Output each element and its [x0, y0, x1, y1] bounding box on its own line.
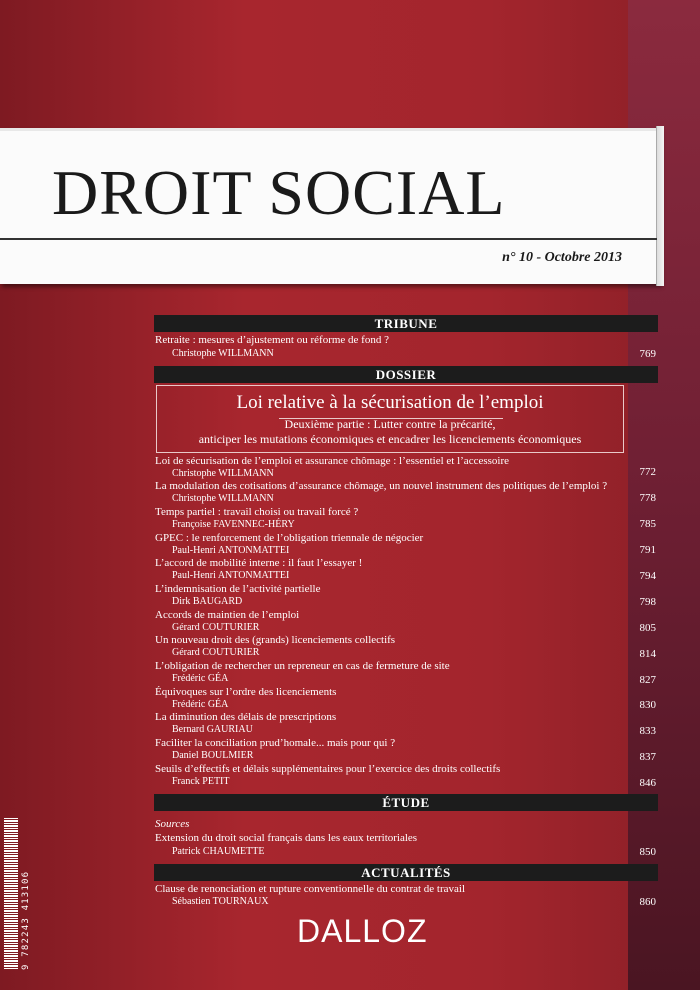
dossier-subtitle-line1: Deuxième partie : Lutter contre la précarité, — [284, 417, 496, 431]
toc-entry-page: 850 — [639, 846, 656, 858]
toc-entry-author: Frédéric GÉA — [172, 673, 229, 684]
toc-entry-page: 846 — [639, 777, 656, 789]
toc-entry-author: Françoise FAVENNEC-HÉRY — [172, 519, 295, 530]
toc-entry-author: Bernard GAURIAU — [172, 724, 253, 735]
toc-entry-author: Franck PETIT — [172, 776, 230, 787]
dossier-title: Loi relative à la sécurisation de l’emploi — [236, 392, 544, 413]
toc-entry-title[interactable]: Faciliter la conciliation prud’homale... mais pour qui ? — [155, 737, 396, 749]
section-heading-tribune: TRIBUNE — [154, 315, 658, 332]
dossier-subtitle-line2: anticiper les mutations économiques et encadrer les licenciements économiques — [198, 432, 582, 446]
toc-entry-title[interactable]: L’obligation de rechercher un repreneur en cas de fermeture de site — [155, 660, 450, 672]
toc-entry-page: 837 — [639, 751, 656, 763]
toc-entry-title[interactable]: Accords de maintien de l’emploi — [155, 609, 300, 621]
toc-entry-title[interactable]: L’accord de mobilité interne : il faut l’essayer ! — [155, 557, 363, 569]
toc-entry-author: Christophe WILLMANN — [172, 468, 274, 479]
toc-entry-title[interactable]: Loi de sécurisation de l’emploi et assurance chômage : l’essentiel et l’accessoire — [155, 455, 509, 467]
toc-entry-author: Christophe WILLMANN — [172, 348, 274, 359]
toc-entry-author: Gérard COUTURIER — [172, 647, 260, 658]
section-heading-dossier: DOSSIER — [154, 366, 658, 383]
toc-entry-author: Christophe WILLMANN — [172, 493, 274, 504]
toc-entry-page: 827 — [639, 674, 656, 686]
toc-entry-author: Daniel BOULMIER — [172, 750, 254, 761]
barcode-digits: 9 782243 413106 — [21, 870, 31, 970]
toc-entry-author: Patrick CHAUMETTE — [172, 846, 265, 857]
toc-entry-page: 778 — [639, 492, 656, 504]
toc-entry-page: 785 — [639, 518, 656, 530]
toc-entry-title[interactable]: GPEC : le renforcement de l’obligation triennale de négocier — [155, 532, 424, 544]
dossier-title-box — [156, 385, 624, 453]
section-heading-actualites: ACTUALITÉS — [154, 864, 658, 881]
toc-entry-page: 794 — [639, 570, 656, 582]
toc-entry-title[interactable]: La modulation des cotisations d’assurance chômage, un nouvel instrument des politiques de l’emploi ? — [155, 480, 608, 492]
toc-entry-page: 833 — [639, 725, 656, 737]
toc-entry-page: 805 — [639, 622, 656, 634]
toc-entry-title[interactable]: Extension du droit social français dans les eaux territoriales — [155, 832, 418, 844]
toc-entry-author: Frédéric GÉA — [172, 699, 229, 710]
toc-entry-title[interactable]: Équivoques sur l’ordre des licenciements — [155, 686, 337, 698]
barcode — [4, 818, 18, 970]
toc-entry-author: Dirk BAUGARD — [172, 596, 243, 607]
publisher-logo: DALLOZ — [297, 913, 428, 949]
toc-entry-title[interactable]: Clause de renonciation et rupture conventionnelle du contrat de travail — [155, 883, 466, 895]
toc-entry-title[interactable]: Retraite : mesures d’ajustement ou réforme de fond ? — [155, 334, 389, 346]
toc-entry-page: 798 — [639, 596, 656, 608]
toc-entry-title[interactable]: Seuils d’effectifs et délais supplémentaires pour l’exercice des droits collectifs — [155, 763, 501, 775]
etude-category: Sources — [155, 818, 190, 830]
toc-entry-title[interactable]: La diminution des délais de prescriptions — [155, 711, 337, 723]
journal-title: DROIT SOCIAL — [52, 157, 506, 228]
toc-entry-title[interactable]: Temps partiel : travail choisi ou travail forcé ? — [155, 506, 359, 518]
toc-entry-author: Sébastien TOURNAUX — [172, 896, 269, 907]
toc-entry-author: Gérard COUTURIER — [172, 622, 260, 633]
title-banner-fold — [656, 126, 664, 286]
title-banner-rule — [0, 238, 657, 240]
toc-entry-page: 772 — [639, 466, 656, 478]
issue-number: n° 10 - Octobre 2013 — [502, 250, 622, 265]
toc-entry-page: 814 — [639, 648, 656, 660]
toc-entry-page: 830 — [639, 699, 656, 711]
toc-entry-author: Paul-Henri ANTONMATTEI — [172, 570, 290, 581]
toc-entry-page: 860 — [639, 896, 656, 908]
toc-entry-page: 791 — [639, 544, 656, 556]
section-heading-etude: ÉTUDE — [154, 794, 658, 811]
toc-entry-author: Paul-Henri ANTONMATTEI — [172, 545, 290, 556]
toc-entry-title[interactable]: L’indemnisation de l’activité partielle — [155, 583, 321, 595]
toc-entry-page: 769 — [639, 348, 656, 360]
toc-entry-title[interactable]: Un nouveau droit des (grands) licenciements collectifs — [155, 634, 396, 646]
